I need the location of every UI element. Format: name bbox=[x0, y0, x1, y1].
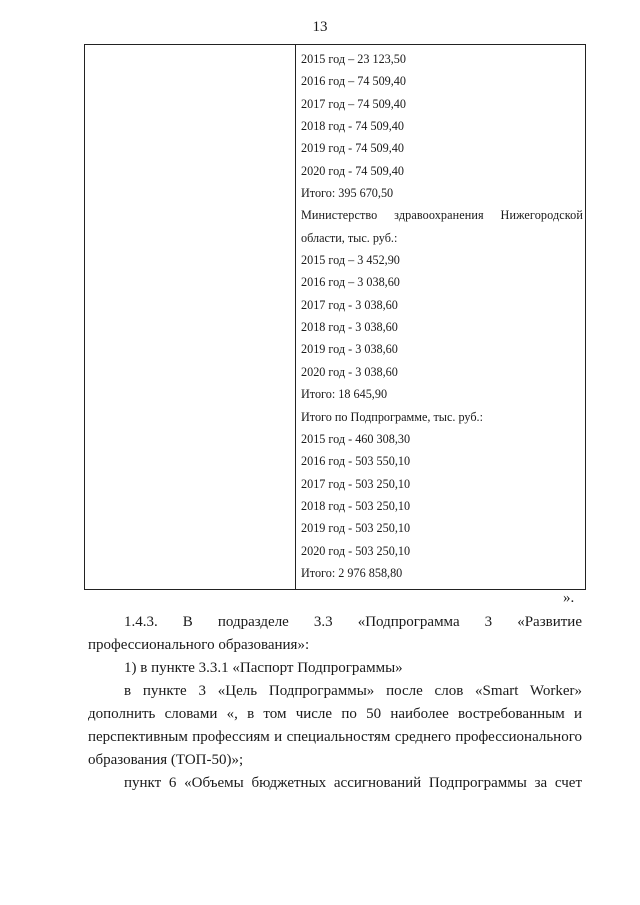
table-line: 2019 год - 3 038,60 bbox=[301, 342, 398, 357]
table-line: 2015 год – 23 123,50 bbox=[301, 52, 406, 66]
table-line: 2016 год – 74 509,40 bbox=[301, 74, 406, 89]
table-line: 2019 год - 74 509,40 bbox=[301, 141, 404, 156]
table-line: 2017 год – 74 509,40 bbox=[301, 96, 406, 111]
paragraph-text: в пункте 3 «Цель Подпрограммы» после слов «Smart Worker» дополнить словами «, в том числе по 50 наиболее востребованным и перспективным профессиям и специальностям среднего профессионального образования (ТОП-50)»; bbox=[88, 683, 582, 768]
table-line: 2015 год - 460 308,30 bbox=[301, 431, 411, 446]
paragraph-text: 1) в пункте 3.3.1 «Паспорт Подпрограммы» bbox=[124, 660, 403, 676]
table-line: 2020 год - 503 250,10 bbox=[301, 543, 411, 558]
table-right-cell bbox=[296, 45, 586, 590]
table-line: Итого: 18 645,90 bbox=[301, 387, 388, 402]
table-line: области, тыс. руб.: bbox=[301, 230, 398, 245]
paragraph-text: 1.4.3. В подразделе 3.3 «Подпрограмма 3 «Развитие профессионального образования»: bbox=[88, 614, 582, 653]
table-line: 2016 год - 503 550,10 bbox=[301, 454, 411, 469]
table-line: 2017 год - 3 038,60 bbox=[301, 297, 398, 312]
table-row bbox=[85, 45, 586, 590]
paragraph-passport bbox=[88, 657, 582, 680]
financing-table bbox=[84, 44, 586, 590]
table-line: 2016 год – 3 038,60 bbox=[301, 275, 400, 290]
table-line: Министерство здравоохранения Нижегородской bbox=[301, 208, 583, 223]
table-line: 2017 год - 503 250,10 bbox=[301, 476, 411, 491]
table-line: Итого: 395 670,50 bbox=[301, 186, 394, 201]
page-number: 13 bbox=[312, 19, 328, 35]
paragraph-section-change bbox=[88, 611, 582, 657]
table-left-cell bbox=[85, 45, 296, 590]
closing-quote: ». bbox=[563, 590, 575, 606]
table-line: Итого: 2 976 858,80 bbox=[301, 565, 403, 580]
table-line: Итого по Подпрограмме, тыс. руб.: bbox=[301, 409, 483, 424]
table-line: 2018 год - 503 250,10 bbox=[301, 498, 411, 513]
body-text bbox=[88, 611, 582, 818]
table-line: 2020 год - 3 038,60 bbox=[301, 364, 398, 379]
table-line: 2018 год - 3 038,60 bbox=[301, 320, 398, 335]
table-line: 2018 год - 74 509,40 bbox=[301, 119, 404, 134]
table-line: 2020 год - 74 509,40 bbox=[301, 163, 404, 178]
table-line: 2015 год – 3 452,90 bbox=[301, 253, 400, 268]
paragraph-text: пункт 6 «Объемы бюджетных ассигнований Подпрограммы за счет bbox=[124, 775, 582, 791]
table-line: 2019 год - 503 250,10 bbox=[301, 521, 411, 536]
paragraph-budget-item bbox=[88, 772, 582, 818]
paragraph-goal-addition bbox=[88, 680, 582, 772]
